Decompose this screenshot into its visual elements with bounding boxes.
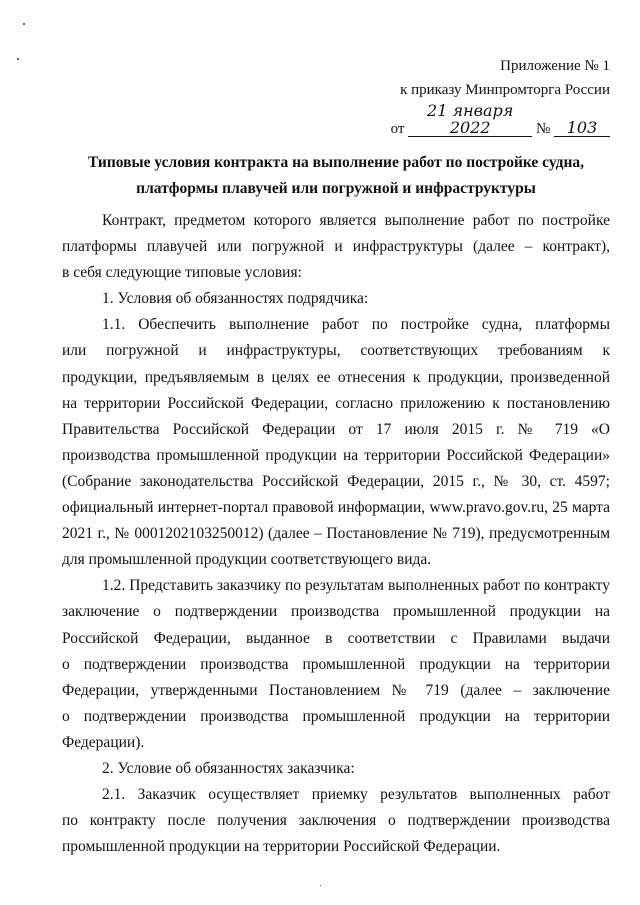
- body-line: промышленной продукции на территории Российской Федерации.: [62, 838, 501, 856]
- body-line: 2.1. Заказчик осуществляет приемку результатов выполненных работ: [102, 786, 610, 804]
- body-line: (Собрание законодательства Российской Федерации, 2015 г., № 30, ст. 4597;: [62, 472, 610, 490]
- body-line: 1.1. Обеспечить выполнение работ по постройке судна, платформы: [102, 316, 610, 334]
- scan-speck: [23, 23, 25, 25]
- body-line: Контракт, предметом которого является выполнение работ по постройке: [102, 212, 610, 229]
- body-line: платформы плавучей или погружной и инфраструктуры (далее – контракт),: [62, 238, 610, 256]
- body-line: Российской Федерации, выданное в соответствии с Правилами выдачи: [62, 629, 610, 647]
- body-line: заключение о подтверждении производства промышленной продукции на: [62, 603, 610, 621]
- body-line: на территории Российской Федерации, согласно приложению к постановлению: [62, 394, 610, 412]
- scan-speck: [320, 885, 321, 886]
- body-line: или погружной и инфраструктуры, соответствующих требованиям к: [62, 342, 610, 360]
- section-heading: 2. Условие об обязанностях заказчика:: [102, 759, 355, 777]
- body-line: 1.2. Представить заказчику по результатам выполненных работ по контракту: [102, 577, 610, 595]
- number-label: №: [535, 121, 551, 137]
- section-heading: 1. Условия об обязанностях подрядчика:: [102, 290, 369, 308]
- body-line: официальный интернет-портал правовой информации, www.pravo.gov.ru, 25 марта: [62, 499, 610, 517]
- from-label: от: [390, 121, 405, 137]
- body-line: Федерации).: [62, 733, 145, 751]
- title-line: Типовые условия контракта на выполнение работ по постройке судна,: [87, 154, 585, 171]
- body-line: о подтверждении производства промышленной продукции на территории: [62, 655, 610, 673]
- body-line: Федерации, утвержденными Постановлением № 719 (далее – заключение: [62, 681, 610, 699]
- handwritten-number: 103: [554, 119, 610, 137]
- appendix-number: Приложение № 1: [500, 58, 610, 74]
- body-line: производства промышленной продукции на территории Российской Федерации»: [62, 446, 610, 464]
- body-line: продукции, предъявляемым в целях ее отнесения к продукции, произведенной: [62, 368, 610, 386]
- body-line: в себя следующие типовые условия:: [62, 264, 302, 282]
- document-body: [62, 208, 610, 860]
- body-line: 2021 г., № 0001202103250012) (далее – Постановление № 719), предусмотренным: [62, 525, 610, 543]
- body-line: для промышленной продукции соответствующего вида.: [62, 551, 432, 569]
- order-date-line: [0, 102, 610, 139]
- body-line: по контракту после получения заключения о подтверждении производства: [62, 812, 610, 830]
- document-title: [62, 151, 610, 203]
- title-line: платформы плавучей или погружной и инфраструктуры: [136, 180, 536, 198]
- body-line: о подтверждении производства промышленной продукции на территории: [62, 707, 610, 725]
- order-reference: к приказу Минпромторга России: [400, 82, 610, 98]
- body-line: Правительства Российской Федерации от 17 июля 2015 г. № 719 «О: [62, 420, 610, 438]
- handwritten-date: 21 января 2022: [408, 102, 532, 137]
